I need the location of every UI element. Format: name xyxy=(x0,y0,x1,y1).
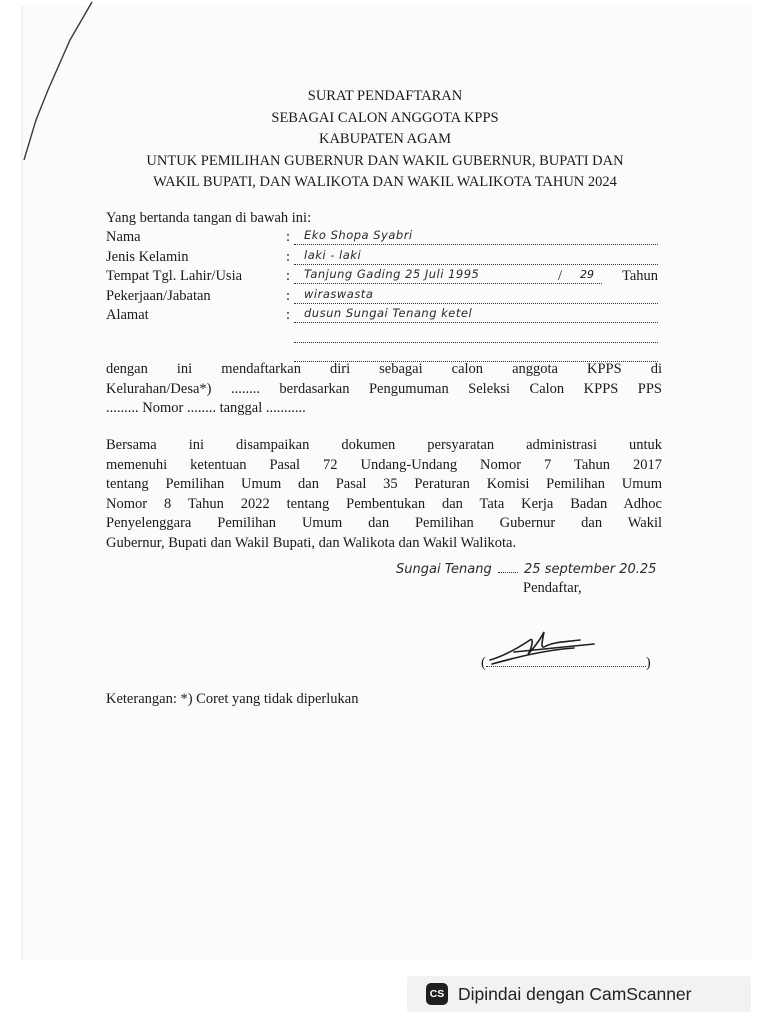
intro-text: Yang bertanda tangan di bawah ini: xyxy=(106,210,312,226)
handwritten-value: Eko Shopa Syabri xyxy=(304,228,413,242)
paragraph-line: Kelurahan/Desa*) ........ berdasarkan Pengumuman Seleksi Calon KPPS PPS xyxy=(106,380,662,397)
title-line: KABUPATEN AGAM xyxy=(318,131,451,147)
colon: : xyxy=(286,248,291,265)
paragraph-line: ......... Nomor ........ tanggal ........... xyxy=(106,400,306,416)
pendaftar-label: Pendaftar, xyxy=(523,580,582,596)
paragraph-line: Nomor 8 Tahun 2022 tentang Pembentukan dan Tata Kerja Badan Adhoc xyxy=(106,495,662,512)
paragraph-line: memenuhi ketentuan Pasal 72 Undang-Undang Nomor 7 Tahun 2017 xyxy=(106,456,662,473)
field-ttl xyxy=(106,267,666,287)
handwritten-value: laki - laki xyxy=(304,247,362,262)
identity-fields xyxy=(106,208,666,365)
signature-name-line xyxy=(481,654,651,672)
title-line: SEBAGAI CALON ANGGOTA KPPS xyxy=(271,109,499,126)
handwritten-place: Sungai Tenang xyxy=(396,562,492,577)
paragraph-line: Penyelenggara Pemilihan Umum dan Pemilihan Gubernur dan Wakil xyxy=(106,515,662,531)
field-nama xyxy=(106,228,666,248)
field-label: Jenis Kelamin xyxy=(106,248,189,265)
dotted-line xyxy=(294,330,658,343)
alamat-continuation xyxy=(106,326,666,346)
handwritten-value: Tanjung Gading 25 Juli 1995 xyxy=(304,267,480,281)
handwritten-date: 25 september xyxy=(524,562,616,577)
paren-close: ) xyxy=(645,655,651,671)
registration-paragraph xyxy=(106,360,662,419)
camscanner-logo-icon: CS xyxy=(426,983,448,1005)
dotted-line xyxy=(498,572,518,573)
paragraph-line: Bersama ini disampaikan dokumen persyaratan administrasi untuk xyxy=(106,437,662,453)
field-alamat xyxy=(106,306,666,326)
colon: : xyxy=(286,268,291,284)
slash: / xyxy=(558,268,563,284)
title-line: WAKIL BUPATI, DAN WALIKOTA DAN WAKIL WALIKOTA TAHUN 2024 xyxy=(153,174,617,190)
paren-open: ( xyxy=(481,655,486,671)
handwritten-value: dusun Sungai Tenang ketel xyxy=(304,306,473,320)
colon: : xyxy=(286,229,291,245)
paragraph-line: tentang Pemilihan Umum dan Pasal 35 Peraturan Komisi Pemilihan Umum xyxy=(106,476,662,492)
handwritten-age: 29 xyxy=(580,268,594,281)
documents-paragraph xyxy=(106,436,662,553)
handwritten-year: 20.25 xyxy=(619,562,657,577)
field-label: Tempat Tgl. Lahir/Usia xyxy=(106,268,243,284)
place-date xyxy=(396,562,656,577)
camscanner-watermark xyxy=(407,976,751,1012)
dotted-line xyxy=(486,654,646,667)
field-label: Pekerjaan/Jabatan xyxy=(106,287,211,304)
colon: : xyxy=(286,287,291,304)
field-label: Alamat xyxy=(106,307,149,323)
title-line: UNTUK PEMILIHAN GUBERNUR DAN WAKIL GUBERNUR, BUPATI DAN xyxy=(146,152,624,169)
camscanner-text: Dipindai dengan CamScanner xyxy=(458,983,692,1004)
paragraph-line: dengan ini mendaftarkan diri sebagai calon anggota KPPS di xyxy=(106,361,662,377)
paragraph-line: Gubernur, Bupati dan Wakil Bupati, dan Walikota dan Wakil Walikota. xyxy=(106,534,517,551)
tahun-label: Tahun xyxy=(621,268,658,284)
title-line: SURAT PENDAFTARAN xyxy=(307,88,463,104)
colon: : xyxy=(286,307,291,323)
field-label: Nama xyxy=(106,229,141,245)
handwritten-value: wiraswasta xyxy=(304,286,374,301)
keterangan-note: Keterangan: *) Coret yang tidak diperlukan xyxy=(106,691,359,707)
document-title xyxy=(80,86,690,194)
